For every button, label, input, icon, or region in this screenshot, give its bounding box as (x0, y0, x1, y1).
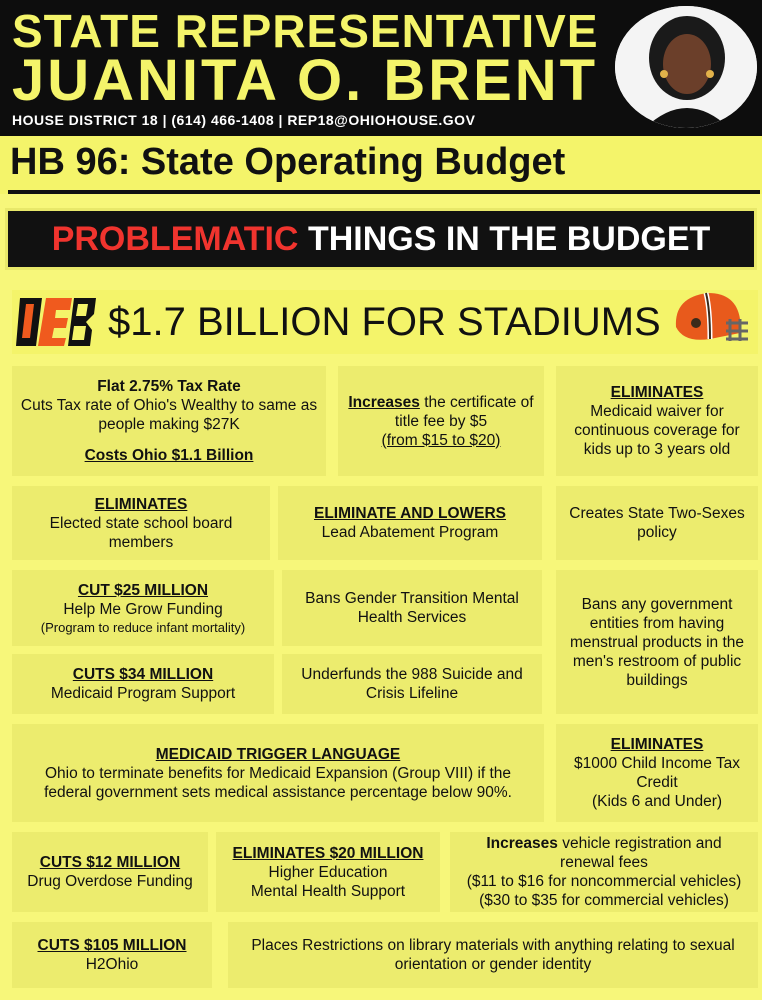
medicaid-waiver-box (556, 366, 758, 476)
crisis-line-body: Underfunds the 988 Suicide and Crisis Lifeline (301, 666, 523, 702)
child-tax-credit-box (556, 724, 758, 822)
medicaid-support-box (12, 654, 274, 714)
h2ohio-box (12, 922, 212, 988)
tax-cost: Costs Ohio $1.1 Billion (84, 447, 254, 464)
higher-ed-body2: Mental Health Support (250, 882, 406, 900)
overdose-box (12, 832, 208, 912)
higher-ed-box (216, 832, 440, 912)
school-board-heading: ELIMINATES (94, 495, 188, 513)
problematic-rest: THINGS IN THE BUDGET (298, 220, 711, 258)
help-me-grow-heading: CUT $25 MILLION (77, 581, 209, 599)
help-me-grow-note: (Program to reduce infant mortality) (40, 619, 246, 635)
title-fee-box (338, 366, 544, 476)
lead-body: Lead Abatement Program (321, 524, 499, 541)
header-contact: HOUSE DISTRICT 18 | (614) 466-1408 | REP18@OHIOHOUSE.GOV (12, 112, 476, 128)
tax-heading: Flat 2.75% Tax Rate (97, 378, 241, 395)
title-underline (8, 190, 760, 194)
browns-helmet-icon (670, 289, 750, 353)
header-title-line1: STATE REPRESENTATIVE (12, 5, 599, 57)
bengals-logo-icon (16, 292, 98, 352)
two-sexes-body: Creates State Two-Sexes policy (569, 505, 745, 541)
help-me-grow-body: Help Me Grow Funding (63, 600, 223, 618)
lead-abatement-box (278, 486, 542, 560)
bill-title: HB 96: State Operating Budget (10, 141, 566, 183)
representative-photo (615, 6, 757, 128)
vehicle-fees-box (450, 832, 758, 912)
title-fee-lead: Increases (348, 393, 420, 411)
title-fee-detail: (from $15 to $20) (381, 431, 501, 449)
menstrual-body: Bans any government entities from having menstrual products in the men's restroom of public buildings (569, 595, 745, 689)
child-tax-note: (Kids 6 and Under) (591, 793, 723, 810)
child-tax-body: $1000 Child Income Tax Credit (573, 755, 740, 791)
medicaid-waiver-body: Medicaid waiver for continuous coverage for kids up to 3 years old (574, 403, 740, 458)
menstrual-products-box (556, 570, 758, 714)
lead-heading: ELIMINATE AND LOWERS (313, 505, 507, 522)
h2ohio-body: H2Ohio (85, 956, 139, 973)
crisis-lifeline-box (282, 654, 542, 714)
gender-transition-body: Bans Gender Transition Mental Health Services (305, 590, 519, 626)
library-body: Places Restrictions on library materials with anything relating to sexual orientation or gender identity (251, 937, 735, 973)
higher-ed-heading: ELIMINATES $20 MILLION (232, 844, 424, 862)
header-title-line2: JUANITA O. BRENT (12, 48, 599, 113)
overdose-body: Drug Overdose Funding (27, 873, 193, 890)
medicaid-support-body: Medicaid Program Support (50, 685, 236, 702)
child-tax-heading: ELIMINATES (610, 736, 704, 753)
trigger-body: Ohio to terminate benefits for Medicaid Expansion (Group VIII) if the federal government sets medical assistance percentage below 90%. (44, 764, 512, 801)
h2ohio-heading: CUTS $105 MILLION (37, 937, 187, 954)
school-board-body: Elected state school board members (49, 514, 233, 551)
higher-ed-body1: Higher Education (268, 863, 388, 881)
vehicle-body: vehicle registration and renewal fees (557, 835, 722, 871)
vehicle-line1: ($11 to $16 for noncommercial vehicles) (466, 873, 742, 890)
overdose-heading: CUTS $12 MILLION (39, 854, 181, 871)
vehicle-line2: ($30 to $35 for commercial vehicles) (479, 892, 729, 909)
gender-transition-box (282, 570, 542, 646)
vehicle-lead: Increases (486, 835, 558, 852)
medicaid-support-heading: CUTS $34 MILLION (72, 666, 214, 683)
library-restrictions-box (228, 922, 758, 988)
title-fee-body: the certificate of title fee by $5 (394, 393, 534, 430)
stadiums-text: $1.7 BILLION FOR STADIUMS (108, 300, 661, 344)
medicaid-trigger-box (12, 724, 544, 822)
tax-rate-box (12, 366, 326, 476)
problematic-highlight: PROBLEMATIC (51, 220, 299, 258)
medicaid-waiver-heading: ELIMINATES (610, 384, 704, 401)
school-board-box (12, 486, 270, 560)
problematic-heading (5, 208, 757, 270)
help-me-grow-box (12, 570, 274, 646)
trigger-heading: MEDICAID TRIGGER LANGUAGE (155, 745, 401, 763)
portrait-icon (615, 6, 757, 128)
two-sexes-box (556, 486, 758, 560)
tax-body: Cuts Tax rate of Ohio's Wealthy to same as people making $27K (20, 397, 318, 433)
